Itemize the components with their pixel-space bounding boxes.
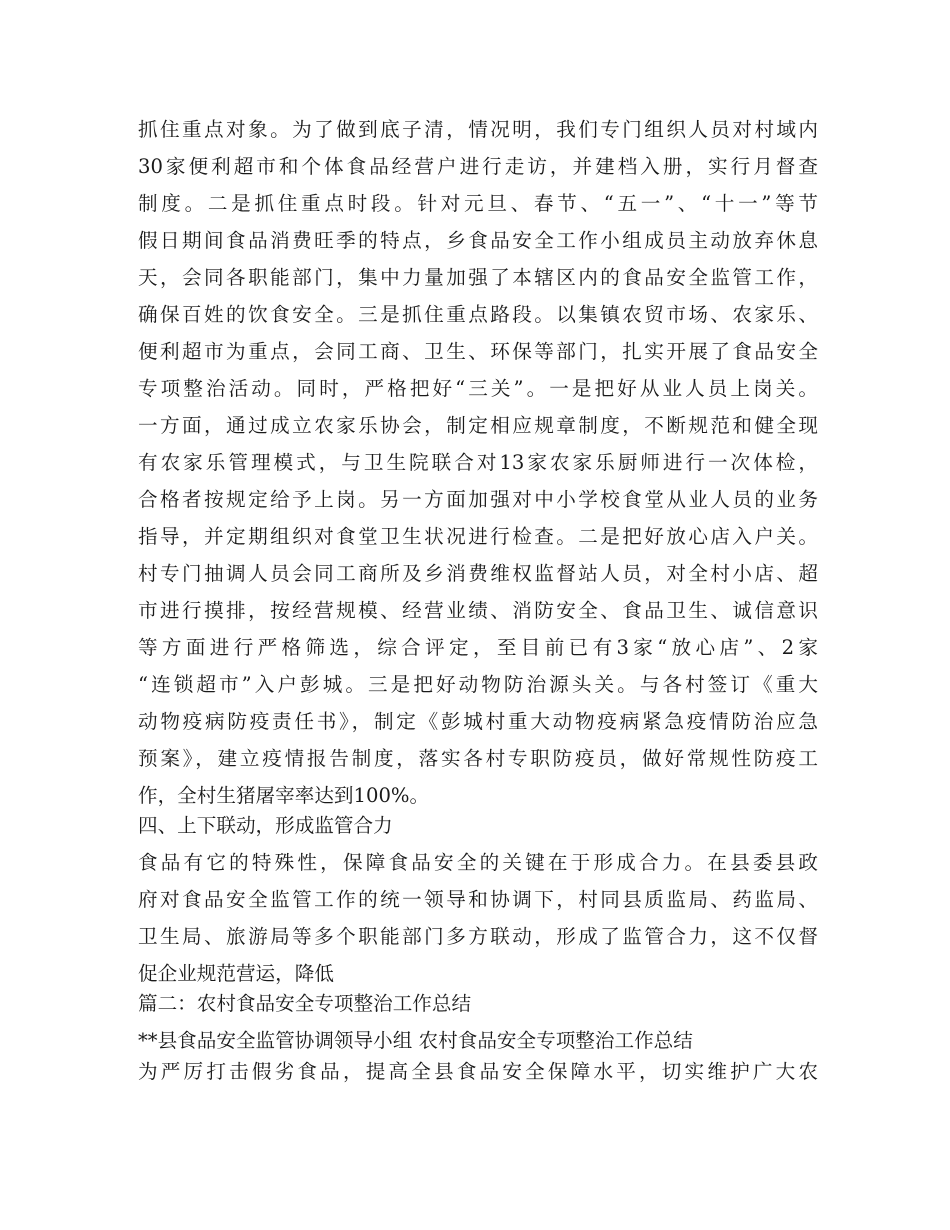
text-line: 卫生局、旅游局等多个职能部门多方联动，形成了监管合力，这不仅督 (138, 925, 818, 948)
text-line: 市进行摸排，按经营规模、经营业绩、消防安全、食品卫生、诚信意识 (138, 599, 818, 622)
text-line: 动物疫病防疫责任书》，制定《彭城村重大动物疫病紧急疫情防治应急 (138, 710, 818, 733)
text-line: 天，会同各职能部门，集中力量加强了本辖区内的食品安全监管工作， (138, 266, 818, 289)
text-line: 30家便利超市和个体食品经营户进行走访，并建档入册，实行月督查 (138, 155, 818, 178)
text-line: 确保百姓的饮食安全。三是抓住重点路段。以集镇农贸市场、农家乐、 (138, 303, 818, 326)
text-line: 府对食品安全监管工作的统一领导和协调下，村同县质监局、药监局、 (138, 888, 818, 911)
text-line: 促企业规范营运，降低 (138, 962, 334, 985)
section-heading: 四、上下联动，形成监管合力 (138, 814, 393, 837)
article-subtitle: **县食品安全监管协调领导小组 农村食品安全专项整治工作总结 (138, 1029, 693, 1052)
text-line: 制度。二是抓住重点时段。针对元旦、春节、“五一”、“十一”等节 (138, 192, 818, 215)
text-line: 抓住重点对象。为了做到底子清，情况明，我们专门组织人员对村域内 (138, 118, 818, 141)
text-line: 一方面，通过成立农家乐协会，制定相应规章制度，不断规范和健全现 (138, 414, 818, 437)
text-line: 为严厉打击假劣食品，提高全县食品安全保障水平，切实维护广大农 (138, 1060, 818, 1083)
text-line: “连锁超市”入户彭城。三是把好动物防治源头关。与各村签订《重大 (138, 673, 818, 696)
text-line: 专项整治活动。同时，严格把好“三关”。一是把好从业人员上岗关。 (138, 377, 818, 400)
text-line: 等方面进行严格筛选，综合评定，至目前已有3家“放心店”、2家 (138, 636, 818, 659)
text-line: 作，全村生猪屠宰率达到100%。 (138, 784, 430, 807)
text-line: 指导，并定期组织对食堂卫生状况进行检查。二是把好放心店入户关。 (138, 525, 818, 548)
text-line: 食品有它的特殊性，保障食品安全的关键在于形成合力。在县委县政 (138, 851, 818, 874)
article-title: 篇二：农村食品安全专项整治工作总结 (138, 992, 472, 1015)
text-line: 合格者按规定给予上岗。另一方面加强对中小学校食堂从业人员的业务 (138, 488, 818, 511)
text-line: 便利超市为重点，会同工商、卫生、环保等部门，扎实开展了食品安全 (138, 340, 818, 363)
text-line: 村专门抽调人员会同工商所及乡消费维权监督站人员，对全村小店、超 (138, 562, 818, 585)
text-line: 有农家乐管理模式，与卫生院联合对13家农家乐厨师进行一次体检， (138, 451, 818, 474)
text-line: 预案》，建立疫情报告制度，落实各村专职防疫员，做好常规性防疫工 (138, 747, 818, 770)
text-line: 假日期间食品消费旺季的特点，乡食品安全工作小组成员主动放弃休息 (138, 229, 818, 252)
